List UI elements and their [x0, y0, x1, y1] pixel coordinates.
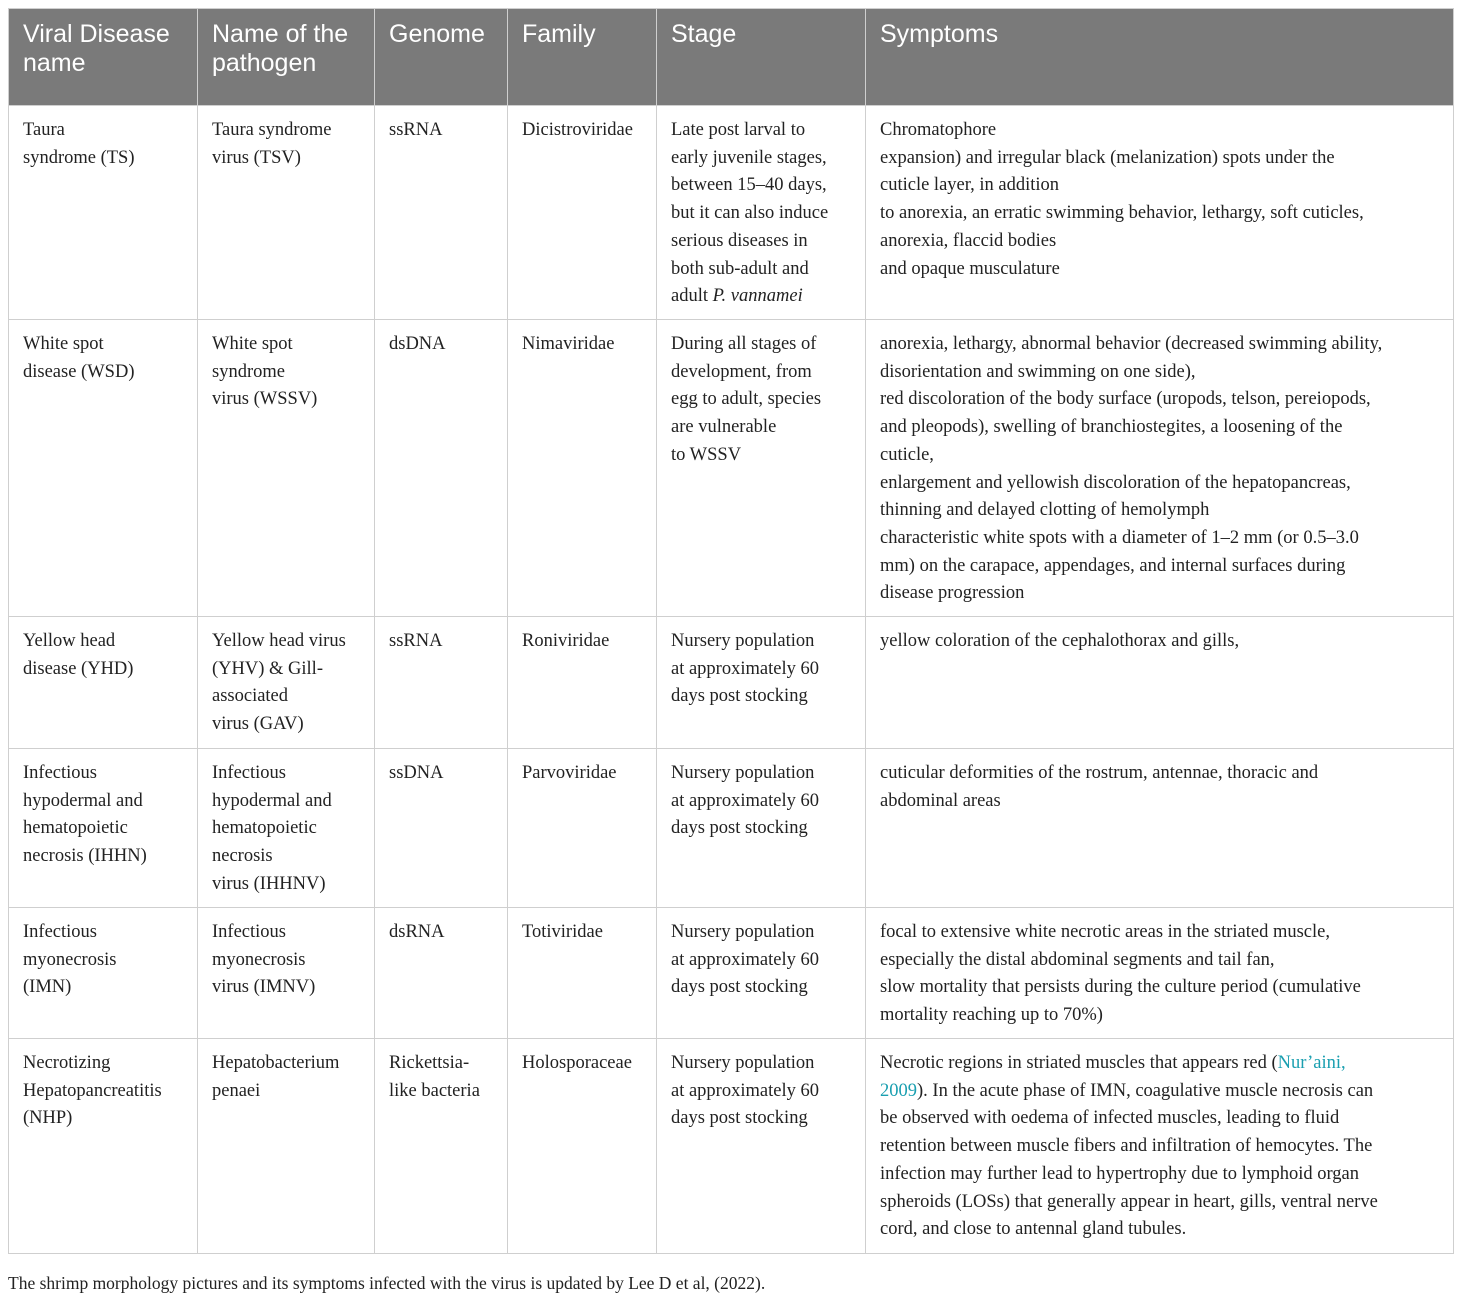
header-genome: Genome: [375, 9, 508, 106]
cell-stage: Nursery population at approximately 60 days post stocking: [657, 1039, 866, 1254]
header-family: Family: [508, 9, 657, 106]
cell-stage: Nursery population at approximately 60 days post stocking: [657, 908, 866, 1039]
cell-pathogen: Infectious myonecrosis virus (IMNV): [198, 908, 375, 1039]
table-row: [9, 320, 1454, 617]
cell-genome: dsRNA: [375, 908, 508, 1039]
cell-stage: [657, 106, 866, 320]
cell-disease: Infectious myonecrosis (IMN): [9, 908, 198, 1039]
header-stage: Stage: [657, 9, 866, 106]
species-name: P. vannamei: [712, 286, 803, 307]
stage-text: Late post larval to early juvenile stages, between 15–40 days, but it can also induce serious diseases in both sub-adult and adult: [671, 120, 829, 307]
cell-symptoms: cuticular deformities of the rostrum, antennae, thoracic and abdominal areas: [866, 749, 1454, 908]
cell-genome: Rickettsia- like bacteria: [375, 1039, 508, 1254]
cell-disease: White spot disease (WSD): [9, 320, 198, 617]
cell-family: Nimaviridae: [508, 320, 657, 617]
cell-family: Roniviridae: [508, 617, 657, 749]
cell-symptoms: Chromatophore expansion) and irregular black (melanization) spots under the cuticle layer, in addition to anorexia, an erratic swimming behavior, lethargy, soft cuticles, anorexia, flaccid bodies and opaque musculature: [866, 106, 1454, 320]
symptoms-text: Necrotic regions in striated muscles that appears red (: [880, 1053, 1278, 1073]
cell-disease: Taura syndrome (TS): [9, 106, 198, 320]
citation-link[interactable]: Nur’aini, 2009: [880, 1053, 1346, 1101]
cell-stage: Nursery population at approximately 60 days post stocking: [657, 617, 866, 749]
cell-pathogen: Yellow head virus (YHV) & Gill- associated virus (GAV): [198, 617, 375, 749]
cell-pathogen: Infectious hypodermal and hematopoietic necrosis virus (IHHNV): [198, 749, 375, 908]
cell-genome: ssRNA: [375, 617, 508, 749]
cell-disease: Infectious hypodermal and hematopoietic necrosis (IHHN): [9, 749, 198, 908]
cell-symptoms: [866, 1039, 1454, 1254]
table-row: [9, 617, 1454, 749]
cell-pathogen: Hepatobacterium penaei: [198, 1039, 375, 1254]
table-row: [9, 106, 1454, 320]
cell-symptoms: yellow coloration of the cephalothorax and gills,: [866, 617, 1454, 749]
cell-family: Parvoviridae: [508, 749, 657, 908]
header-symptoms: Symptoms: [866, 9, 1454, 106]
table-row: [9, 749, 1454, 908]
cell-pathogen: White spot syndrome virus (WSSV): [198, 320, 375, 617]
table-footnote: The shrimp morphology pictures and its symptoms infected with the virus is updated by Lee D et al, (2022).: [8, 1273, 766, 1293]
virus-table: [8, 8, 1454, 1254]
symptoms-text: ). In the acute phase of IMN, coagulative muscle necrosis can be observed with oedema of infected muscles, leading to fluid retention between muscle fibers and infiltration of hemocytes. The infection may further lead to hypertrophy due to lymphoid organ spheroids (LOSs) that generally appear in heart, gills, ventral nerve cord, and close to antennal gland tubules.: [880, 1080, 1378, 1240]
cell-pathogen: Taura syndrome virus (TSV): [198, 106, 375, 320]
table-row: [9, 908, 1454, 1039]
header-pathogen: Name of the pathogen: [198, 9, 375, 106]
header-row: [9, 9, 1454, 106]
cell-genome: ssDNA: [375, 749, 508, 908]
cell-symptoms: anorexia, lethargy, abnormal behavior (decreased swimming ability, disorientation and swimming on one side), red discoloration of the body surface (uropods, telson, pereiopods, and pleopods), swelling of branchiostegites, a loosening of the cuticle, enlargement and yellowish discoloration of the hepatopancreas, thinning and delayed clotting of hemolymph characteristic white spots with a diameter of 1–2 mm (or 0.5–3.0 mm) on the carapace, appendages, and internal surfaces during disease progression: [866, 320, 1454, 617]
cell-genome: dsDNA: [375, 320, 508, 617]
cell-family: Dicistroviridae: [508, 106, 657, 320]
cell-stage: During all stages of development, from egg to adult, species are vulnerable to WSSV: [657, 320, 866, 617]
cell-disease: Necrotizing Hepatopancreatitis (NHP): [9, 1039, 198, 1254]
cell-symptoms: focal to extensive white necrotic areas in the striated muscle, especially the distal abdominal segments and tail fan, slow mortality that persists during the culture period (cumulative mortality reaching up to 70%): [866, 908, 1454, 1039]
cell-stage: Nursery population at approximately 60 days post stocking: [657, 749, 866, 908]
cell-disease: Yellow head disease (YHD): [9, 617, 198, 749]
cell-genome: ssRNA: [375, 106, 508, 320]
table-row: [9, 1039, 1454, 1254]
header-disease: Viral Disease name: [9, 9, 198, 106]
cell-family: Holosporaceae: [508, 1039, 657, 1254]
cell-family: Totiviridae: [508, 908, 657, 1039]
